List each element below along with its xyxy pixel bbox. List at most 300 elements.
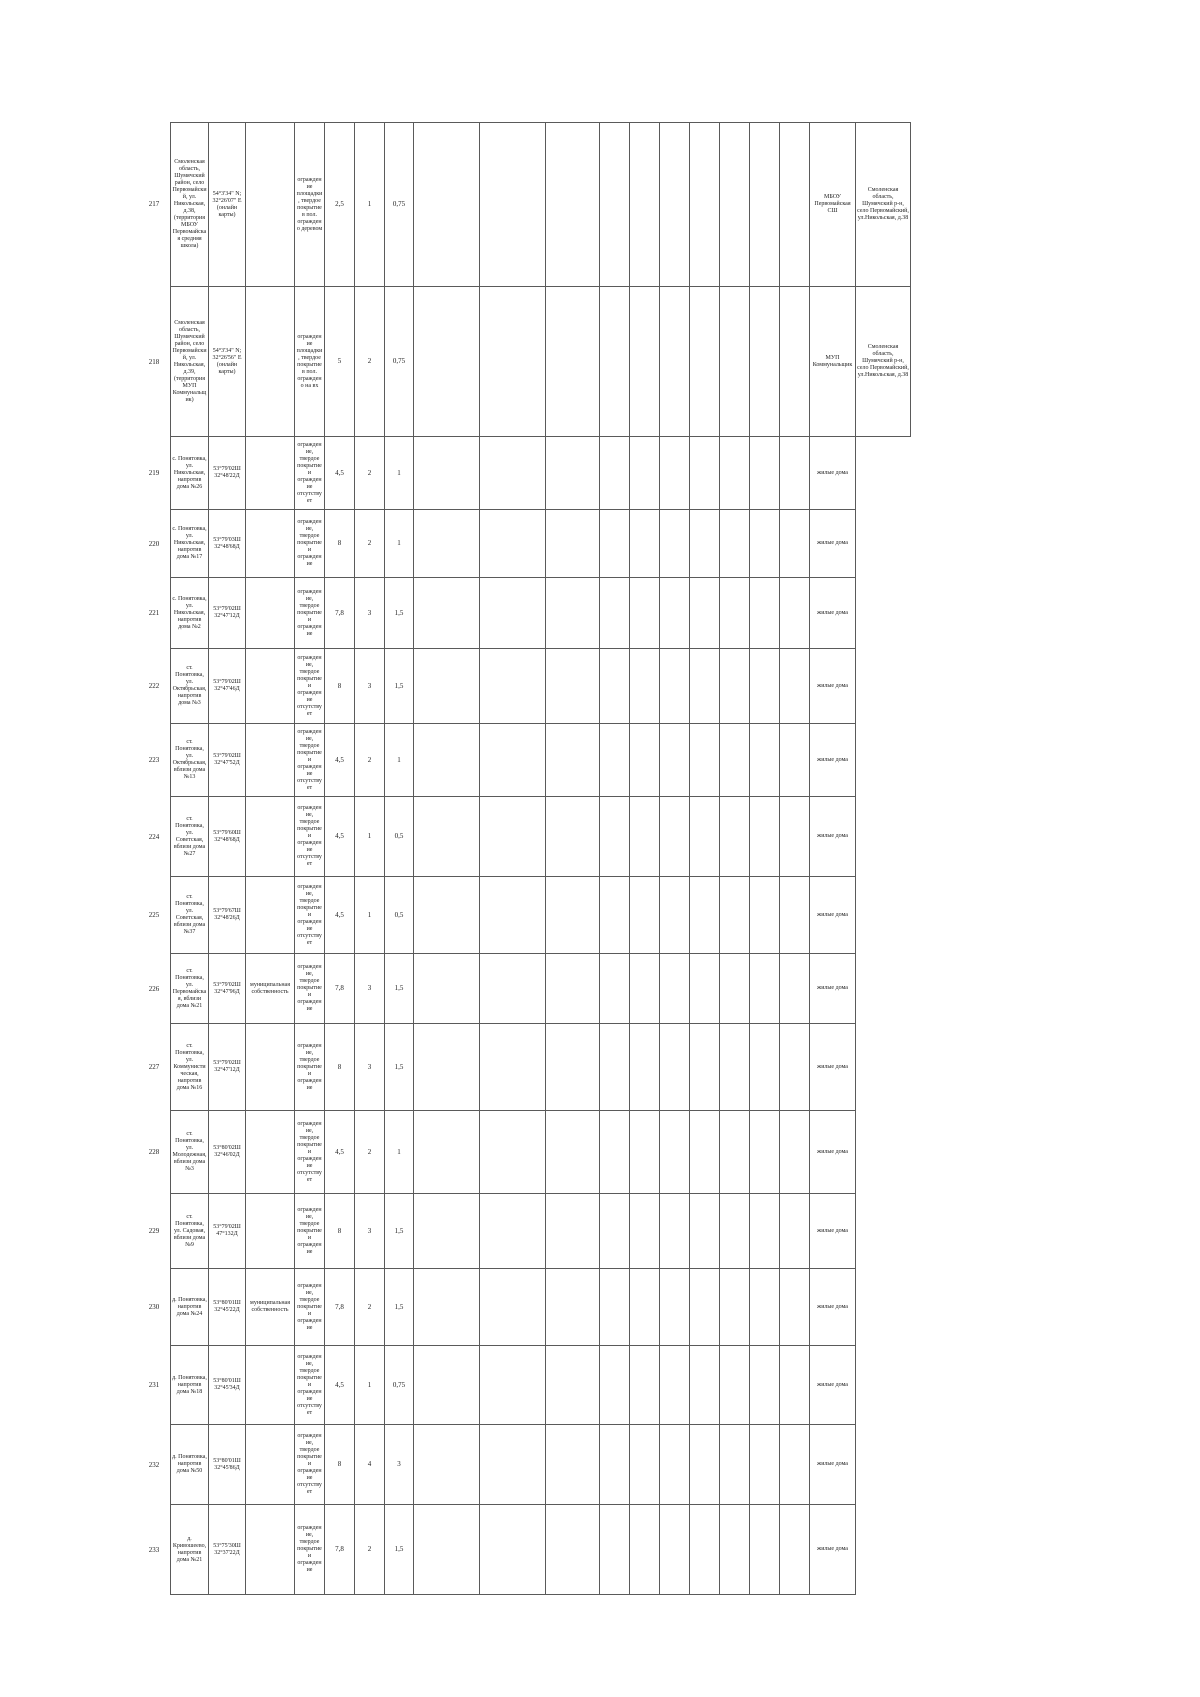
empty-cell	[660, 1505, 690, 1595]
surface-cell: ограждение, твердое покрытие и ограждение отсутствует	[295, 649, 325, 724]
container-volume-cell: 1	[385, 724, 414, 797]
coordinates-cell: 53°79'02Ш 32°47'12Д	[209, 1024, 246, 1111]
owner-cell	[246, 578, 295, 649]
empty-cell	[720, 1024, 750, 1111]
empty-cell	[480, 877, 546, 954]
empty-cell	[600, 437, 630, 510]
location-cell: д. Понятовка, напротив дома №50	[170, 1425, 209, 1505]
container-volume-cell: 0,75	[385, 287, 414, 437]
empty-cell	[750, 1505, 780, 1595]
area-cell: 7,8	[325, 1269, 355, 1346]
empty-cell	[600, 954, 630, 1024]
area-cell: 4,5	[325, 1111, 355, 1194]
owner-cell	[246, 1024, 295, 1111]
empty-cell	[690, 724, 720, 797]
owner-cell: муниципальная собственность	[246, 954, 295, 1024]
row-number: 232	[148, 1460, 160, 1469]
empty-cell	[690, 797, 720, 877]
empty-cell	[720, 1269, 750, 1346]
container-count-cell: 2	[355, 1505, 385, 1595]
empty-cell	[546, 877, 600, 954]
source-cell: жилые дома	[810, 1194, 856, 1269]
empty-cell	[720, 1111, 750, 1194]
surface-cell: ограждение, твердое покрытие и ограждение	[295, 510, 325, 578]
coordinates-cell: 53°79'03Ш 32°48'68Д	[209, 510, 246, 578]
empty-cell	[630, 797, 660, 877]
location-cell: ст. Понятовка, ул. Октябрьская, вблизи дома №13	[170, 724, 209, 797]
owner-cell	[246, 797, 295, 877]
surface-cell: ограждение, твердое покрытие и ограждение отсутствует	[295, 877, 325, 954]
empty-cell	[750, 1425, 780, 1505]
coordinates-cell: 53°79'02Ш 32°47'12Д	[209, 578, 246, 649]
surface-cell: ограждение, твердое покрытие и ограждение отсутствует	[295, 1425, 325, 1505]
owner-cell	[246, 437, 295, 510]
empty-cell	[750, 287, 780, 437]
empty-cell	[660, 122, 690, 287]
area-cell: 2,5	[325, 122, 355, 287]
location-cell: ст. Понятовка, ул. Советская, вблизи дома №27	[170, 797, 209, 877]
empty-cell	[660, 1346, 690, 1425]
row-number: 225	[148, 911, 160, 919]
empty-cell	[414, 510, 480, 578]
location-cell: Смоленская область, Шумячский район, село Первомайский, ул. Никольская, д.39, (территория МУП Коммунальщик)	[170, 287, 209, 437]
location-cell: с. Понятовка, ул. Никольская, напротив дома №2	[170, 578, 209, 649]
container-volume-cell: 1,5	[385, 1194, 414, 1269]
empty-cell	[600, 1269, 630, 1346]
area-cell: 7,8	[325, 1505, 355, 1595]
empty-cell	[690, 649, 720, 724]
empty-cell	[780, 1111, 810, 1194]
source-cell: жилые дома	[810, 1269, 856, 1346]
container-volume-cell: 1,5	[385, 1505, 414, 1595]
surface-cell: ограждение, твердое покрытие и ограждение	[295, 1269, 325, 1346]
owner-cell	[246, 1425, 295, 1505]
empty-cell	[630, 1269, 660, 1346]
area-cell: 4,5	[325, 1346, 355, 1425]
empty-cell	[690, 1024, 720, 1111]
empty-cell	[720, 1505, 750, 1595]
empty-cell	[480, 1269, 546, 1346]
empty-cell	[600, 1505, 630, 1595]
empty-cell	[414, 1346, 480, 1425]
container-count-cell: 2	[355, 1269, 385, 1346]
empty-cell	[780, 724, 810, 797]
empty-cell	[780, 578, 810, 649]
empty-cell	[720, 1346, 750, 1425]
area-cell: 4,5	[325, 797, 355, 877]
container-volume-cell: 3	[385, 1425, 414, 1505]
source-cell: жилые дома	[810, 797, 856, 877]
location-cell: ст. Понятовка, ул. Коммунистическая, напротив дома №16	[170, 1024, 209, 1111]
empty-cell	[750, 510, 780, 578]
coordinates-cell: 53°80'01Ш 32°45'86Д	[209, 1425, 246, 1505]
empty-cell	[660, 578, 690, 649]
empty-cell	[720, 954, 750, 1024]
empty-cell	[480, 510, 546, 578]
source-cell: жилые дома	[810, 724, 856, 797]
empty-cell	[480, 1111, 546, 1194]
surface-cell: ограждение, твердое покрытие и ограждение отсутствует	[295, 1346, 325, 1425]
container-count-cell: 3	[355, 954, 385, 1024]
row-number: 217	[148, 200, 160, 208]
row-number: 222	[148, 682, 160, 690]
container-volume-cell: 1	[385, 510, 414, 578]
empty-cell	[690, 437, 720, 510]
container-count-cell: 3	[355, 1194, 385, 1269]
owner-cell	[246, 724, 295, 797]
empty-cell	[600, 510, 630, 578]
container-count-cell: 1	[355, 797, 385, 877]
container-count-cell: 1	[355, 122, 385, 287]
empty-cell	[780, 1024, 810, 1111]
row-number: 218	[148, 357, 160, 366]
row-number: 230	[148, 1303, 160, 1311]
empty-cell	[720, 122, 750, 287]
row-number: 224	[148, 832, 160, 841]
empty-cell	[720, 1194, 750, 1269]
empty-cell	[546, 724, 600, 797]
empty-cell	[630, 724, 660, 797]
coordinates-cell: 53°79'02Ш 32°47'46Д	[209, 649, 246, 724]
surface-cell: ограждение, твердое покрытие и ограждение	[295, 1024, 325, 1111]
empty-cell	[546, 1111, 600, 1194]
container-volume-cell: 0,5	[385, 877, 414, 954]
empty-cell	[720, 1425, 750, 1505]
container-count-cell: 2	[355, 510, 385, 578]
empty-cell	[750, 1269, 780, 1346]
empty-cell	[600, 1346, 630, 1425]
location-cell: ст. Понятовка, ул. Советская, вблизи дома №37	[170, 877, 209, 954]
empty-cell	[780, 1425, 810, 1505]
container-volume-cell: 0,5	[385, 797, 414, 877]
empty-cell	[480, 1505, 546, 1595]
empty-cell	[660, 287, 690, 437]
empty-cell	[780, 1346, 810, 1425]
empty-cell	[414, 954, 480, 1024]
area-cell: 4,5	[325, 724, 355, 797]
row-number: 231	[148, 1381, 160, 1389]
surface-cell: ограждение, твердое покрытие и ограждение	[295, 1194, 325, 1269]
empty-cell	[480, 724, 546, 797]
empty-cell	[480, 287, 546, 437]
empty-cell	[660, 437, 690, 510]
owner-cell	[246, 1194, 295, 1269]
container-volume-cell: 1	[385, 437, 414, 510]
empty-cell	[750, 1024, 780, 1111]
source-cell: МУП Коммунальщик	[810, 287, 856, 437]
empty-cell	[750, 1111, 780, 1194]
empty-cell	[690, 1111, 720, 1194]
empty-cell	[750, 1346, 780, 1425]
empty-cell	[690, 287, 720, 437]
empty-cell	[660, 1269, 690, 1346]
empty-cell	[660, 1194, 690, 1269]
row-number: 233	[148, 1545, 160, 1554]
empty-cell	[480, 649, 546, 724]
empty-cell	[414, 122, 480, 287]
location-cell: д. Кривошеево, напротив дома №21	[170, 1505, 209, 1595]
row-number: 220	[148, 539, 160, 548]
row-number: 227	[148, 1063, 160, 1071]
empty-cell	[546, 1425, 600, 1505]
empty-cell	[750, 122, 780, 287]
empty-cell	[600, 122, 630, 287]
empty-cell	[780, 287, 810, 437]
container-volume-cell: 1,5	[385, 1024, 414, 1111]
empty-cell	[414, 1505, 480, 1595]
coordinates-cell: 53°79'60Ш 32°48'68Д	[209, 797, 246, 877]
empty-cell	[660, 877, 690, 954]
location-cell: ст. Понятовка, ул. Садовая, вблизи дома №9	[170, 1194, 209, 1269]
empty-cell	[414, 649, 480, 724]
empty-cell	[546, 437, 600, 510]
empty-cell	[780, 1269, 810, 1346]
coordinates-cell: 54°3'34" N; 32°26'07" E (онлайн карты)	[209, 122, 246, 287]
empty-cell	[414, 1194, 480, 1269]
empty-cell	[660, 1425, 690, 1505]
source-cell: жилые дома	[810, 437, 856, 510]
empty-cell	[690, 954, 720, 1024]
empty-cell	[546, 1024, 600, 1111]
source-cell: жилые дома	[810, 578, 856, 649]
source-cell: жилые дома	[810, 649, 856, 724]
empty-cell	[630, 1024, 660, 1111]
empty-cell	[660, 797, 690, 877]
empty-cell	[546, 649, 600, 724]
location-cell: с. Понятовка, ул. Никольская, напротив дома №17	[170, 510, 209, 578]
surface-cell: ограждение площадки, твердое покрытие в пол. ограждено на вх	[295, 287, 325, 437]
empty-cell	[630, 1425, 660, 1505]
row-number: 221	[148, 609, 160, 617]
empty-cell	[480, 1194, 546, 1269]
empty-cell	[480, 1425, 546, 1505]
empty-cell	[750, 877, 780, 954]
empty-cell	[630, 510, 660, 578]
empty-cell	[414, 724, 480, 797]
empty-cell	[630, 1346, 660, 1425]
coordinates-cell: 53°79'02Ш 47°132Д	[209, 1194, 246, 1269]
empty-cell	[660, 510, 690, 578]
location-cell: д. Понятовка, напротив дома №24	[170, 1269, 209, 1346]
surface-cell: ограждение, твердое покрытие и ограждение отсутствует	[295, 1111, 325, 1194]
surface-cell: ограждение площадки, твердое покрытие в пол. ограждено деревом	[295, 122, 325, 287]
container-count-cell: 4	[355, 1425, 385, 1505]
empty-cell	[414, 437, 480, 510]
empty-cell	[600, 724, 630, 797]
empty-cell	[546, 1194, 600, 1269]
empty-cell	[720, 287, 750, 437]
row-number: 219	[148, 469, 160, 477]
area-cell: 4,5	[325, 877, 355, 954]
empty-cell	[690, 1346, 720, 1425]
container-volume-cell: 0,75	[385, 122, 414, 287]
empty-cell	[630, 1505, 660, 1595]
owner-cell	[246, 510, 295, 578]
empty-cell	[546, 122, 600, 287]
empty-cell	[546, 578, 600, 649]
empty-cell	[720, 877, 750, 954]
owner-cell	[246, 122, 295, 287]
empty-cell	[780, 797, 810, 877]
empty-cell	[600, 797, 630, 877]
empty-cell	[720, 724, 750, 797]
container-volume-cell: 0,75	[385, 1346, 414, 1425]
empty-cell	[630, 877, 660, 954]
container-count-cell: 2	[355, 437, 385, 510]
source-cell: жилые дома	[810, 510, 856, 578]
empty-cell	[600, 1425, 630, 1505]
empty-cell	[546, 1269, 600, 1346]
area-cell: 8	[325, 1425, 355, 1505]
source-cell: жилые дома	[810, 877, 856, 954]
empty-cell	[630, 437, 660, 510]
empty-cell	[630, 122, 660, 287]
location-cell: ст. Понятовка, ул. Октябрьская, напротив дома №3	[170, 649, 209, 724]
surface-cell: ограждение, твердое покрытие и ограждение	[295, 954, 325, 1024]
empty-cell	[690, 877, 720, 954]
empty-cell	[720, 578, 750, 649]
owner-cell	[246, 877, 295, 954]
surface-cell: ограждение, твердое покрытие и ограждение отсутствует	[295, 797, 325, 877]
container-count-cell: 2	[355, 724, 385, 797]
empty-cell	[690, 1194, 720, 1269]
empty-cell	[780, 1194, 810, 1269]
owner-cell	[246, 649, 295, 724]
empty-cell	[480, 797, 546, 877]
empty-cell	[780, 877, 810, 954]
empty-cell	[630, 649, 660, 724]
empty-cell	[750, 437, 780, 510]
empty-cell	[630, 578, 660, 649]
source-cell: жилые дома	[810, 1505, 856, 1595]
empty-cell	[630, 1111, 660, 1194]
empty-cell	[630, 1194, 660, 1269]
container-count-cell: 3	[355, 649, 385, 724]
empty-cell	[546, 954, 600, 1024]
empty-cell	[600, 649, 630, 724]
surface-cell: ограждение, твердое покрытие и ограждение отсутствует	[295, 437, 325, 510]
area-cell: 5	[325, 287, 355, 437]
empty-cell	[690, 1425, 720, 1505]
empty-cell	[780, 437, 810, 510]
empty-cell	[750, 797, 780, 877]
location-cell: ст. Понятовка, ул. Молодежная, вблизи дома №3	[170, 1111, 209, 1194]
source-cell: жилые дома	[810, 1346, 856, 1425]
empty-cell	[414, 1111, 480, 1194]
empty-cell	[660, 1111, 690, 1194]
area-cell: 7,8	[325, 578, 355, 649]
owner-cell: муниципальная собственность	[246, 1269, 295, 1346]
empty-cell	[660, 724, 690, 797]
surface-cell: ограждение, твердое покрытие и ограждение отсутствует	[295, 724, 325, 797]
empty-cell	[690, 122, 720, 287]
source-cell: жилые дома	[810, 1024, 856, 1111]
empty-cell	[480, 1024, 546, 1111]
owner-cell	[246, 287, 295, 437]
empty-cell	[546, 287, 600, 437]
empty-cell	[690, 1505, 720, 1595]
container-count-cell: 1	[355, 877, 385, 954]
container-volume-cell: 1,5	[385, 1269, 414, 1346]
service-address-cell: Смоленская область, Шумячский р-н, село Первомайский, ул.Никольская, д.38	[856, 287, 911, 437]
empty-cell	[414, 578, 480, 649]
empty-cell	[480, 954, 546, 1024]
empty-cell	[546, 510, 600, 578]
container-volume-cell: 1,5	[385, 649, 414, 724]
source-cell: жилые дома	[810, 954, 856, 1024]
empty-cell	[600, 287, 630, 437]
empty-cell	[780, 954, 810, 1024]
empty-cell	[600, 1111, 630, 1194]
empty-cell	[546, 797, 600, 877]
empty-cell	[630, 287, 660, 437]
empty-cell	[750, 724, 780, 797]
location-cell: с. Понятовка, ул. Никольская, напротив дома №26	[170, 437, 209, 510]
source-cell: жилые дома	[810, 1425, 856, 1505]
coordinates-cell: 53°80'02Ш 32°46'02Д	[209, 1111, 246, 1194]
empty-cell	[660, 1024, 690, 1111]
empty-cell	[720, 649, 750, 724]
empty-cell	[780, 122, 810, 287]
container-volume-cell: 1	[385, 1111, 414, 1194]
empty-cell	[660, 649, 690, 724]
row-number: 228	[148, 1148, 160, 1156]
area-cell: 8	[325, 1194, 355, 1269]
empty-cell	[780, 510, 810, 578]
empty-cell	[780, 649, 810, 724]
empty-cell	[600, 578, 630, 649]
location-cell: Смоленская область, Шумячский район, село Первомайский, ул. Никольская, д.38, (территория МБОУ Первомайская средняя школа)	[170, 122, 209, 287]
empty-cell	[600, 1024, 630, 1111]
empty-cell	[414, 1024, 480, 1111]
empty-cell	[480, 1346, 546, 1425]
empty-cell	[660, 954, 690, 1024]
empty-cell	[546, 1505, 600, 1595]
location-cell: д. Понятовка, напротив дома №18	[170, 1346, 209, 1425]
empty-cell	[480, 437, 546, 510]
empty-cell	[414, 1425, 480, 1505]
source-cell: МБОУ Первомайская СШ	[810, 122, 856, 287]
area-cell: 4,5	[325, 437, 355, 510]
empty-cell	[414, 1269, 480, 1346]
container-count-cell: 2	[355, 287, 385, 437]
empty-cell	[690, 510, 720, 578]
container-count-cell: 1	[355, 1346, 385, 1425]
coordinates-cell: 53°79'02Ш 32°47'52Д	[209, 724, 246, 797]
empty-cell	[720, 510, 750, 578]
coordinates-cell: 53°79'67Ш 32°48'26Д	[209, 877, 246, 954]
owner-cell	[246, 1111, 295, 1194]
coordinates-cell: 53°79'02Ш 32°47'96Д	[209, 954, 246, 1024]
empty-cell	[690, 578, 720, 649]
service-address-cell: Смоленская область, Шумячский р-н, село Первомайский, ул.Никольская, д.38	[856, 122, 911, 287]
location-cell: ст. Понятовка, ул. Первомайская, вблизи дома №21	[170, 954, 209, 1024]
empty-cell	[600, 1194, 630, 1269]
source-cell: жилые дома	[810, 1111, 856, 1194]
area-cell: 8	[325, 1024, 355, 1111]
coordinates-cell: 54°3'34" N; 32°26'56" E (онлайн карты)	[209, 287, 246, 437]
area-cell: 8	[325, 510, 355, 578]
empty-cell	[780, 1505, 810, 1595]
empty-cell	[480, 122, 546, 287]
container-count-cell: 3	[355, 578, 385, 649]
container-count-cell: 2	[355, 1111, 385, 1194]
area-cell: 7,8	[325, 954, 355, 1024]
owner-cell	[246, 1505, 295, 1595]
empty-cell	[630, 954, 660, 1024]
row-number: 229	[148, 1227, 160, 1235]
empty-cell	[690, 1269, 720, 1346]
